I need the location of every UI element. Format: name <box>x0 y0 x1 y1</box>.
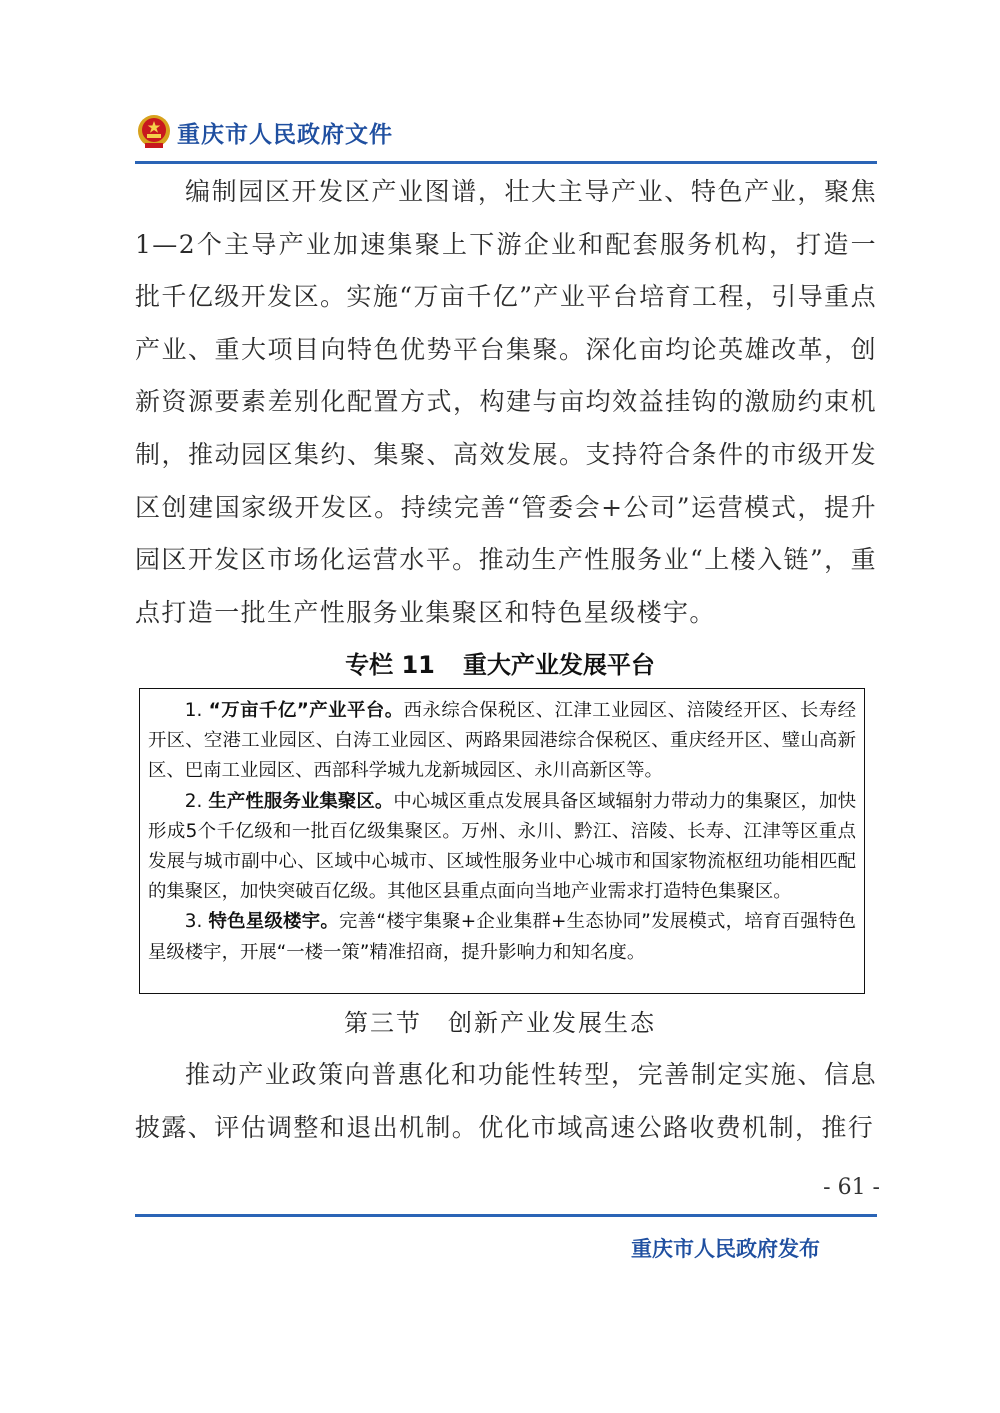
header-title: 重庆市人民政府文件 <box>177 122 393 148</box>
section-title <box>0 1003 1000 1038</box>
column-heading: 重大产业发展平台 <box>462 651 655 679</box>
column-label: 专栏 11 <box>345 651 435 679</box>
column-item-2 <box>148 787 856 908</box>
header-rule <box>135 161 877 164</box>
item-lead: 特色星级楼宇。 <box>208 911 340 933</box>
page-number: - 61 - <box>823 1175 880 1200</box>
item-lead: 生产性服务业集聚区。 <box>208 790 394 812</box>
document-header <box>135 112 877 160</box>
item-text: 完善“楼宇集聚+企业集群+生态协同”发展模式，培育百强特色星级楼宇，开展“一楼一策”精准招商，提升影响力和知名度。 <box>148 911 856 963</box>
section-heading: 创新产业发展生态 <box>448 1009 656 1037</box>
paragraph-text: 编制园区开发区产业图谱，壮大主导产业、特色产业，聚焦1—2个主导产业加速集聚上下游企业和配套服务机构，打造一批千亿级开发区。实施“万亩千亿”产业平台培育工程，引导重点产业、重大项目向特色优势平台集聚。深化亩均论英雄改革，创新资源要素差别化配置方式，构建与亩均效益挂钩的激励约束机制，推动园区集约、集聚、高效发展。支持符合条件的市级开发区创建国家级开发区。持续完善“管委会+公司”运营模式，提升园区开发区市场化运营水平。推动生产性服务业“上楼入链”，重点打造一批生产性服务业集聚区和特色星级楼宇。 <box>135 177 877 627</box>
footer-publisher: 重庆市人民政府发布 <box>631 1237 820 1261</box>
national-emblem-icon <box>137 114 171 150</box>
item-number: 1. <box>184 700 203 721</box>
column-title <box>0 645 1000 680</box>
item-text: 西永综合保税区、江津工业园区、涪陵经开区、长寿经开区、空港工业园区、白涛工业园区、两路果园港综合保税区、重庆经开区、璧山高新区、巴南工业园区、西部科学城九龙新城园区、永川高新区等。 <box>148 700 856 782</box>
section-label: 第三节 <box>344 1009 422 1037</box>
item-number: 2. <box>184 790 203 812</box>
item-lead: “万亩千亿”产业平台。 <box>208 700 404 721</box>
body-paragraph-1 <box>135 166 877 639</box>
column-item-1 <box>148 696 856 787</box>
body-paragraph-2 <box>135 1049 877 1154</box>
paragraph-text: 推动产业政策向普惠化和功能性转型，完善制定实施、信息披露、评估调整和退出机制。优化市域高速公路收费机制，推行 <box>135 1060 877 1142</box>
footer-rule <box>135 1214 877 1217</box>
item-text: 中心城区重点发展具备区域辐射力带动力的集聚区，加快形成5个千亿级和一批百亿级集聚区。万州、永川、黔江、涪陵、长寿、江津等区重点发展与城市副中心、区域中心城市、区域性服务业中心城市和国家物流枢纽功能相匹配的集聚区，加快突破百亿级。其他区县重点面向当地产业需求打造特色集聚区。 <box>148 790 856 903</box>
item-number: 3. <box>184 911 203 933</box>
column-item-3 <box>148 907 856 967</box>
column-box <box>139 688 865 994</box>
